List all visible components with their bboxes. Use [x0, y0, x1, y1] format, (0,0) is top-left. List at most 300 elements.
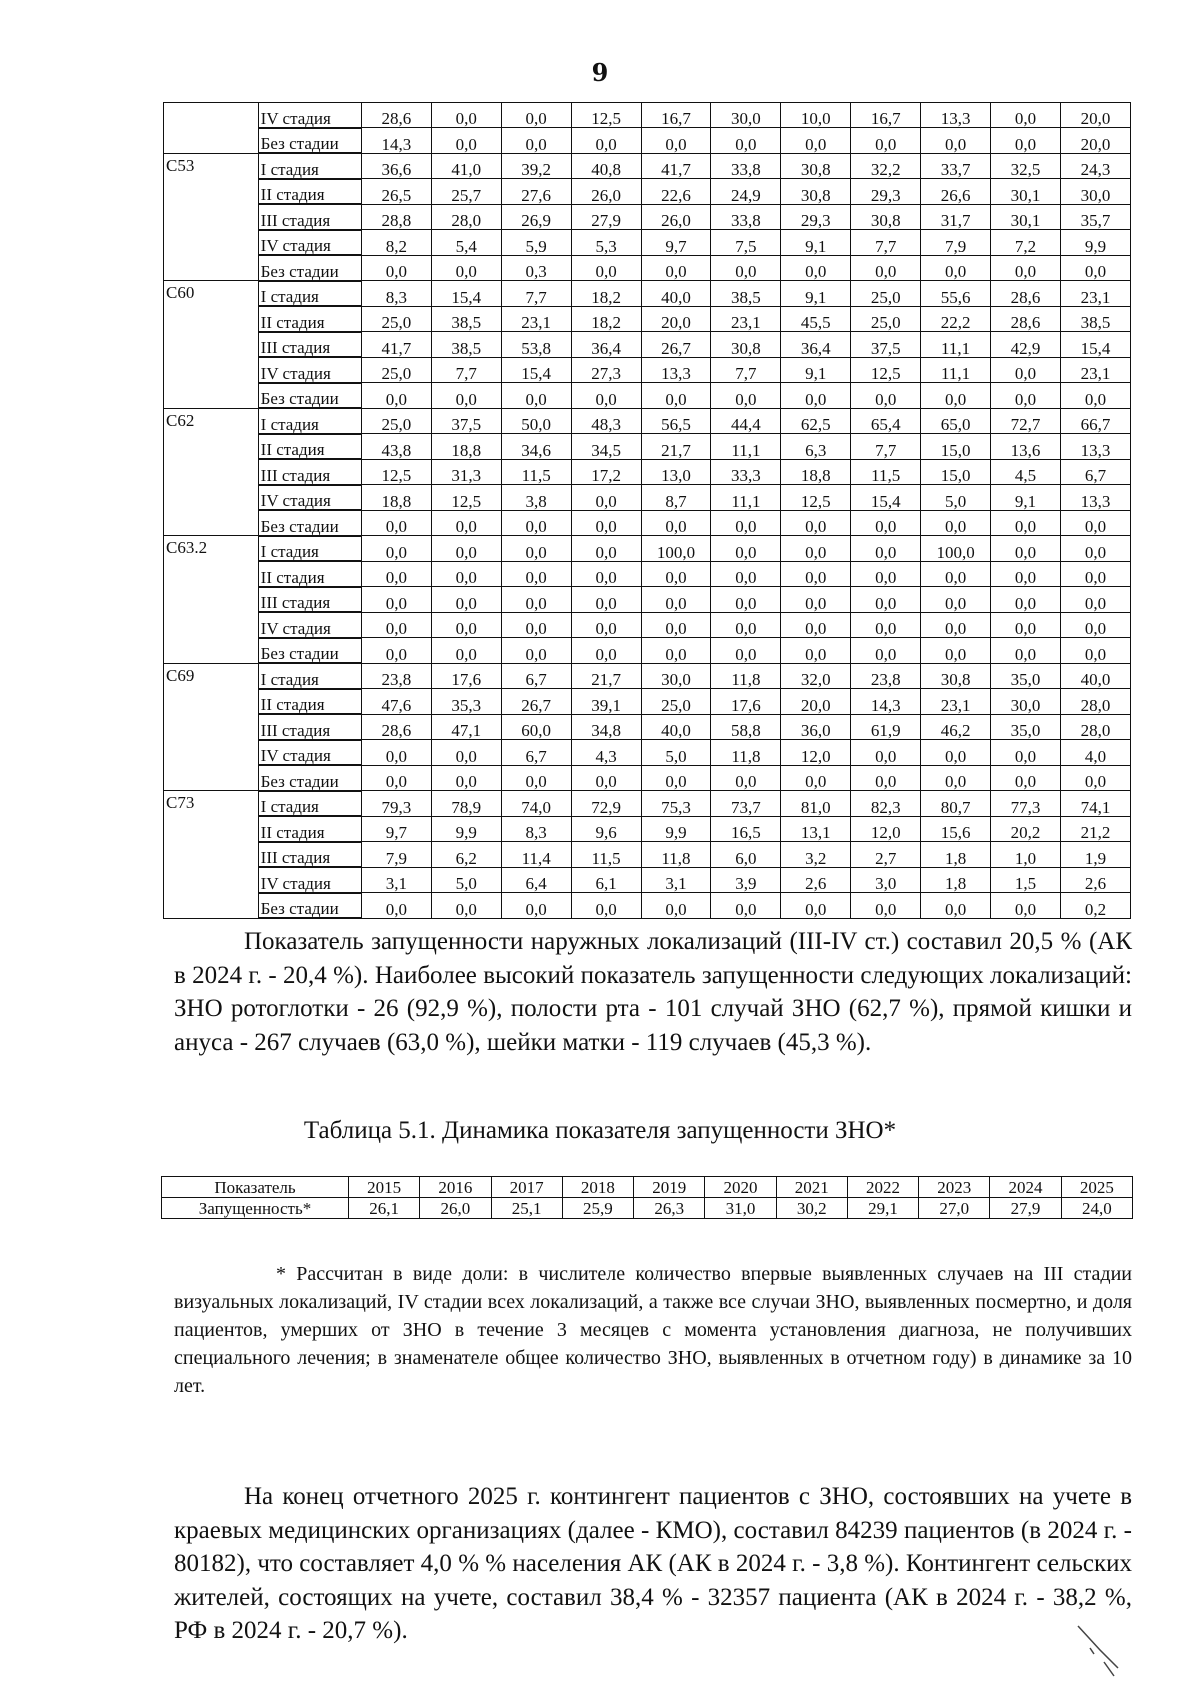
stage-label: II стадия: [258, 179, 361, 205]
stage-value-cell: 25,0: [361, 357, 431, 383]
stage-value-cell: 0,0: [641, 638, 711, 664]
stage-value-cell: 25,0: [641, 689, 711, 715]
page-number: 9: [591, 58, 609, 87]
stage-row: [164, 816, 1131, 842]
stage-value-cell: 60,0: [501, 714, 571, 740]
stage-value-cell: 3,1: [641, 867, 711, 893]
stage-value-cell: 11,5: [501, 459, 571, 485]
stage-value-cell: 0,0: [711, 255, 781, 281]
stage-value-cell: 9,7: [641, 230, 711, 256]
stage-value-cell: 0,0: [641, 893, 711, 919]
stage-value-cell: 0,0: [501, 587, 571, 613]
stage-value-cell: 23,1: [921, 689, 991, 715]
stage-row: [164, 408, 1131, 434]
stage-value-cell: 26,6: [921, 179, 991, 205]
stage-value-cell: 13,1: [781, 816, 851, 842]
stage-value-cell: 30,8: [851, 204, 921, 230]
stage-value-cell: 4,5: [991, 459, 1061, 485]
stage-value-cell: 17,2: [571, 459, 641, 485]
stage-value-cell: 29,3: [851, 179, 921, 205]
stage-label: I стадия: [258, 536, 361, 562]
stage-value-cell: 25,0: [851, 281, 921, 307]
stage-value-cell: 15,4: [1060, 332, 1130, 358]
stage-value-cell: 36,4: [781, 332, 851, 358]
stage-value-cell: 7,2: [991, 230, 1061, 256]
stage-value-cell: 0,0: [431, 638, 501, 664]
stage-value-cell: 0,2: [1060, 893, 1130, 919]
stage-value-cell: 0,0: [711, 561, 781, 587]
stage-value-cell: 7,7: [431, 357, 501, 383]
stage-value-cell: 65,0: [921, 408, 991, 434]
stage-value-cell: 7,7: [851, 230, 921, 256]
stage-value-cell: 16,7: [641, 103, 711, 128]
stage-value-cell: 12,5: [361, 459, 431, 485]
stage-value-cell: 0,0: [921, 612, 991, 638]
stage-value-cell: 0,0: [781, 893, 851, 919]
stage-value-cell: 0,0: [851, 740, 921, 766]
stage-value-cell: 46,2: [921, 714, 991, 740]
stage-row: [164, 842, 1131, 868]
stage-value-cell: 5,9: [501, 230, 571, 256]
stage-value-cell: 20,0: [1060, 128, 1130, 154]
stage-value-cell: 42,9: [991, 332, 1061, 358]
stage-value-cell: 0,0: [781, 561, 851, 587]
stage-value-cell: 13,3: [921, 103, 991, 128]
stage-value-cell: 41,7: [641, 153, 711, 179]
stage-value-cell: 30,0: [991, 689, 1061, 715]
stage-value-cell: 72,9: [571, 791, 641, 817]
stage-value-cell: 0,0: [431, 765, 501, 791]
dynamics-header-label: Показатель: [162, 1177, 349, 1198]
stage-value-cell: 0,0: [361, 561, 431, 587]
stage-value-cell: 0,0: [501, 893, 571, 919]
stage-value-cell: 15,0: [921, 459, 991, 485]
stage-value-cell: 53,8: [501, 332, 571, 358]
stage-value-cell: 41,7: [361, 332, 431, 358]
stage-value-cell: 0,0: [571, 255, 641, 281]
stage-value-cell: 9,1: [781, 281, 851, 307]
stage-value-cell: 23,1: [1060, 281, 1130, 307]
stage-value-cell: 23,1: [1060, 357, 1130, 383]
stage-value-cell: 40,8: [571, 153, 641, 179]
stage-value-cell: 0,0: [361, 510, 431, 536]
stage-value-cell: 31,3: [431, 459, 501, 485]
stage-value-cell: 0,0: [431, 536, 501, 562]
stage-value-cell: 20,2: [991, 816, 1061, 842]
stage-row: [164, 740, 1131, 766]
stage-value-cell: 0,0: [1060, 255, 1130, 281]
stage-value-cell: 11,8: [641, 842, 711, 868]
stage-label: III стадия: [258, 204, 361, 230]
stage-value-cell: 23,1: [711, 306, 781, 332]
stage-value-cell: 0,0: [571, 612, 641, 638]
stage-value-cell: 33,8: [711, 204, 781, 230]
stage-value-cell: 30,0: [1060, 179, 1130, 205]
stage-row: [164, 128, 1131, 154]
stage-value-cell: 8,7: [641, 485, 711, 511]
stage-value-cell: 37,5: [431, 408, 501, 434]
stage-value-cell: 9,6: [571, 816, 641, 842]
stage-value-cell: 0,0: [641, 612, 711, 638]
stage-value-cell: 28,6: [991, 281, 1061, 307]
stage-label: III стадия: [258, 714, 361, 740]
stage-row: [164, 332, 1131, 358]
stage-value-cell: 0,0: [361, 612, 431, 638]
stage-value-cell: 35,7: [1060, 204, 1130, 230]
stage-value-cell: 0,0: [921, 510, 991, 536]
stage-value-cell: 22,6: [641, 179, 711, 205]
stage-value-cell: 1,0: [991, 842, 1061, 868]
stage-value-cell: 0,0: [781, 587, 851, 613]
stage-value-cell: 30,1: [991, 204, 1061, 230]
stage-value-cell: 58,8: [711, 714, 781, 740]
stage-value-cell: 25,7: [431, 179, 501, 205]
stage-value-cell: 13,3: [641, 357, 711, 383]
stage-label: I стадия: [258, 791, 361, 817]
stage-label: Без стадии: [258, 765, 361, 791]
stage-value-cell: 30,8: [781, 179, 851, 205]
stage-row: [164, 765, 1131, 791]
stage-value-cell: 0,0: [711, 536, 781, 562]
stage-value-cell: 16,5: [711, 816, 781, 842]
stage-label: II стадия: [258, 434, 361, 460]
stage-value-cell: 28,6: [361, 714, 431, 740]
stage-label: Без стадии: [258, 510, 361, 536]
stage-value-cell: 3,9: [711, 867, 781, 893]
stage-value-cell: 0,0: [1060, 587, 1130, 613]
footnote-text: * Рассчитан в виде доли: в числителе количество впервые выявленных случаев на III стадии визуальных локализаций, IV стадии всех локализаций, а также все случаи ЗНО, выявленных посмертно, и доля пациентов, умерших от ЗНО в течение 3 месяцев с момента установления диагноза, не получивших специального лечения; в знаменателе общее количество ЗНО, выявленных в отчетном году) в динамике за 10 лет.: [174, 1263, 1132, 1397]
stage-value-cell: 10,0: [781, 103, 851, 128]
stage-value-cell: 0,0: [851, 612, 921, 638]
stage-value-cell: 0,0: [571, 765, 641, 791]
stage-value-cell: 6,0: [711, 842, 781, 868]
stage-value-cell: 7,7: [501, 281, 571, 307]
stage-value-cell: 33,8: [711, 153, 781, 179]
stage-value-cell: 0,0: [711, 638, 781, 664]
stage-value-cell: 0,0: [921, 561, 991, 587]
stage-value-cell: 7,9: [921, 230, 991, 256]
stage-value-cell: 0,0: [361, 255, 431, 281]
stage-value-cell: 8,2: [361, 230, 431, 256]
stage-value-cell: 32,5: [991, 153, 1061, 179]
stage-row: [164, 281, 1131, 307]
stage-distribution-table: [163, 102, 1131, 919]
stage-value-cell: 0,0: [641, 765, 711, 791]
stage-value-cell: 6,1: [571, 867, 641, 893]
stage-value-cell: 13,3: [1060, 434, 1130, 460]
stage-value-cell: 0,0: [501, 561, 571, 587]
stage-row: [164, 383, 1131, 409]
stage-value-cell: 0,0: [711, 587, 781, 613]
year-header-cell: 2018: [562, 1177, 633, 1198]
stage-value-cell: 13,6: [991, 434, 1061, 460]
stage-value-cell: 6,3: [781, 434, 851, 460]
stage-value-cell: 0,0: [781, 128, 851, 154]
stage-value-cell: 38,5: [711, 281, 781, 307]
stage-value-cell: 27,9: [571, 204, 641, 230]
stage-value-cell: 6,4: [501, 867, 571, 893]
stage-value-cell: 11,1: [921, 332, 991, 358]
stage-value-cell: 6,2: [431, 842, 501, 868]
stage-value-cell: 1,8: [921, 842, 991, 868]
stage-value-cell: 66,7: [1060, 408, 1130, 434]
stage-row: [164, 103, 1131, 128]
stage-row: [164, 510, 1131, 536]
stage-value-cell: 0,0: [711, 128, 781, 154]
stage-value-cell: 3,8: [501, 485, 571, 511]
stage-label: IV стадия: [258, 740, 361, 766]
stage-value-cell: 0,0: [711, 612, 781, 638]
stage-value-cell: 39,2: [501, 153, 571, 179]
stage-value-cell: 4,0: [1060, 740, 1130, 766]
stage-row: [164, 536, 1131, 562]
dynamics-row-label: Запущенность*: [162, 1198, 349, 1219]
stage-value-cell: 6,7: [501, 663, 571, 689]
stage-value-cell: 0,0: [361, 383, 431, 409]
stage-value-cell: 0,0: [921, 255, 991, 281]
stage-row: [164, 153, 1131, 179]
stage-value-cell: 0,0: [991, 587, 1061, 613]
stage-value-cell: 38,5: [431, 332, 501, 358]
stage-row: [164, 689, 1131, 715]
stage-label: IV стадия: [258, 867, 361, 893]
dynamics-value-cell: 31,0: [705, 1198, 776, 1219]
stage-label: II стадия: [258, 816, 361, 842]
stage-value-cell: 18,2: [571, 281, 641, 307]
stage-value-cell: 11,1: [921, 357, 991, 383]
dynamics-value-cell: 25,9: [562, 1198, 633, 1219]
localization-code: C73: [164, 791, 259, 919]
stage-label: Без стадии: [258, 255, 361, 281]
stage-value-cell: 39,1: [571, 689, 641, 715]
stage-value-cell: 0,0: [361, 740, 431, 766]
stage-value-cell: 0,0: [851, 561, 921, 587]
stage-value-cell: 32,0: [781, 663, 851, 689]
year-header-cell: 2022: [847, 1177, 918, 1198]
stage-row: [164, 485, 1131, 511]
stage-value-cell: 47,6: [361, 689, 431, 715]
stage-value-cell: 0,0: [921, 587, 991, 613]
stage-value-cell: 0,0: [711, 510, 781, 536]
stage-label: I стадия: [258, 663, 361, 689]
stage-value-cell: 26,9: [501, 204, 571, 230]
dynamics-header-row: [162, 1177, 1133, 1198]
stage-value-cell: 100,0: [921, 536, 991, 562]
stage-value-cell: 79,3: [361, 791, 431, 817]
stage-value-cell: 12,5: [851, 357, 921, 383]
stage-value-cell: 0,0: [781, 536, 851, 562]
stage-value-cell: 16,7: [851, 103, 921, 128]
stage-value-cell: 0,0: [781, 255, 851, 281]
stage-row: [164, 230, 1131, 256]
stage-value-cell: 0,0: [921, 740, 991, 766]
stage-value-cell: 3,0: [851, 867, 921, 893]
dynamics-value-cell: 27,9: [990, 1198, 1061, 1219]
stage-value-cell: 30,0: [711, 103, 781, 128]
stage-value-cell: 0,0: [571, 485, 641, 511]
stage-value-cell: 27,6: [501, 179, 571, 205]
stage-value-cell: 17,6: [431, 663, 501, 689]
stage-value-cell: 0,0: [1060, 383, 1130, 409]
stage-value-cell: 0,0: [781, 638, 851, 664]
stage-value-cell: 0,0: [501, 765, 571, 791]
stage-value-cell: 0,0: [431, 383, 501, 409]
stage-label: II стадия: [258, 561, 361, 587]
stage-value-cell: 0,0: [991, 383, 1061, 409]
stage-value-cell: 0,0: [781, 510, 851, 536]
stage-value-cell: 41,0: [431, 153, 501, 179]
stage-value-cell: 0,0: [851, 765, 921, 791]
dynamics-value-cell: 30,2: [776, 1198, 847, 1219]
stage-value-cell: 0,0: [781, 765, 851, 791]
stage-value-cell: 0,0: [991, 612, 1061, 638]
stage-value-cell: 23,8: [851, 663, 921, 689]
stage-value-cell: 0,0: [921, 765, 991, 791]
stage-row: [164, 204, 1131, 230]
stage-value-cell: 0,0: [991, 357, 1061, 383]
stage-value-cell: 0,0: [571, 383, 641, 409]
stage-value-cell: 2,7: [851, 842, 921, 868]
stage-row: [164, 638, 1131, 664]
stage-value-cell: 28,6: [991, 306, 1061, 332]
stage-value-cell: 26,7: [501, 689, 571, 715]
stage-value-cell: 82,3: [851, 791, 921, 817]
stage-value-cell: 21,7: [571, 663, 641, 689]
stage-value-cell: 0,0: [501, 103, 571, 128]
stage-value-cell: 0,0: [851, 893, 921, 919]
localization-code: C53: [164, 153, 259, 281]
stage-value-cell: 44,4: [711, 408, 781, 434]
stage-value-cell: 2,6: [1060, 867, 1130, 893]
stage-value-cell: 28,6: [361, 103, 431, 128]
stage-label: III стадия: [258, 332, 361, 358]
year-header-cell: 2020: [705, 1177, 776, 1198]
stage-label: IV стадия: [258, 612, 361, 638]
stage-value-cell: 17,6: [711, 689, 781, 715]
stage-value-cell: 31,7: [921, 204, 991, 230]
localization-code: C63.2: [164, 536, 259, 664]
stage-value-cell: 8,3: [361, 281, 431, 307]
pen-mark: [1070, 1618, 1130, 1688]
stage-value-cell: 0,0: [571, 128, 641, 154]
stage-value-cell: 0,0: [851, 255, 921, 281]
stage-value-cell: 9,1: [991, 485, 1061, 511]
stage-value-cell: 0,0: [361, 536, 431, 562]
stage-value-cell: 0,0: [991, 893, 1061, 919]
stage-value-cell: 14,3: [851, 689, 921, 715]
stage-value-cell: 26,5: [361, 179, 431, 205]
stage-value-cell: 7,9: [361, 842, 431, 868]
stage-value-cell: 23,1: [501, 306, 571, 332]
stage-value-cell: 3,2: [781, 842, 851, 868]
stage-value-cell: 0,0: [921, 383, 991, 409]
year-header-cell: 2024: [990, 1177, 1061, 1198]
stage-value-cell: 0,0: [501, 638, 571, 664]
stage-value-cell: 5,0: [641, 740, 711, 766]
stage-row: [164, 255, 1131, 281]
stage-label: II стадия: [258, 306, 361, 332]
stage-value-cell: 9,1: [781, 357, 851, 383]
stage-value-cell: 0,0: [431, 893, 501, 919]
stage-value-cell: 0,0: [431, 128, 501, 154]
stage-value-cell: 0,0: [431, 510, 501, 536]
stage-value-cell: 0,0: [501, 128, 571, 154]
stage-value-cell: 30,8: [781, 153, 851, 179]
localization-code: [164, 103, 259, 154]
stage-value-cell: 55,6: [921, 281, 991, 307]
stage-label: IV стадия: [258, 485, 361, 511]
stage-value-cell: 28,0: [1060, 714, 1130, 740]
stage-value-cell: 7,7: [711, 357, 781, 383]
stage-value-cell: 12,0: [781, 740, 851, 766]
stage-value-cell: 0,3: [501, 255, 571, 281]
dynamics-value-row: [162, 1198, 1133, 1219]
stage-label: IV стадия: [258, 103, 361, 128]
stage-value-cell: 5,3: [571, 230, 641, 256]
stage-row: [164, 357, 1131, 383]
stage-value-cell: 45,5: [781, 306, 851, 332]
stage-value-cell: 14,3: [361, 128, 431, 154]
stage-value-cell: 2,6: [781, 867, 851, 893]
stage-value-cell: 48,3: [571, 408, 641, 434]
stage-value-cell: 36,0: [781, 714, 851, 740]
stage-value-cell: 56,5: [641, 408, 711, 434]
stage-value-cell: 77,3: [991, 791, 1061, 817]
stage-value-cell: 43,8: [361, 434, 431, 460]
stage-value-cell: 62,5: [781, 408, 851, 434]
stage-label: I стадия: [258, 281, 361, 307]
stage-value-cell: 0,0: [431, 561, 501, 587]
stage-value-cell: 0,0: [851, 510, 921, 536]
stage-value-cell: 0,0: [1060, 561, 1130, 587]
stage-label: IV стадия: [258, 357, 361, 383]
stage-value-cell: 0,0: [851, 383, 921, 409]
stage-value-cell: 9,9: [431, 816, 501, 842]
stage-value-cell: 7,7: [851, 434, 921, 460]
stage-value-cell: 0,0: [991, 536, 1061, 562]
stage-value-cell: 0,0: [501, 612, 571, 638]
stage-value-cell: 0,0: [641, 128, 711, 154]
stage-value-cell: 37,5: [851, 332, 921, 358]
stage-value-cell: 11,5: [851, 459, 921, 485]
stage-value-cell: 74,1: [1060, 791, 1130, 817]
stage-value-cell: 0,0: [361, 893, 431, 919]
stage-value-cell: 0,0: [851, 536, 921, 562]
stage-value-cell: 11,5: [571, 842, 641, 868]
stage-value-cell: 100,0: [641, 536, 711, 562]
stage-value-cell: 5,0: [431, 867, 501, 893]
stage-value-cell: 33,7: [921, 153, 991, 179]
stage-value-cell: 12,0: [851, 816, 921, 842]
stage-value-cell: 29,3: [781, 204, 851, 230]
stage-value-cell: 34,5: [571, 434, 641, 460]
stage-row: [164, 893, 1131, 919]
stage-value-cell: 0,0: [851, 587, 921, 613]
stage-value-cell: 26,0: [641, 204, 711, 230]
stage-value-cell: 0,0: [1060, 612, 1130, 638]
footnote: [174, 1260, 1132, 1400]
stage-value-cell: 0,0: [431, 612, 501, 638]
stage-value-cell: 61,9: [851, 714, 921, 740]
stage-value-cell: 8,3: [501, 816, 571, 842]
stage-value-cell: 6,7: [501, 740, 571, 766]
stage-value-cell: 0,0: [1060, 765, 1130, 791]
stage-value-cell: 80,7: [921, 791, 991, 817]
stage-value-cell: 0,0: [571, 587, 641, 613]
stage-value-cell: 0,0: [711, 383, 781, 409]
stage-value-cell: 4,3: [571, 740, 641, 766]
stage-value-cell: 28,8: [361, 204, 431, 230]
